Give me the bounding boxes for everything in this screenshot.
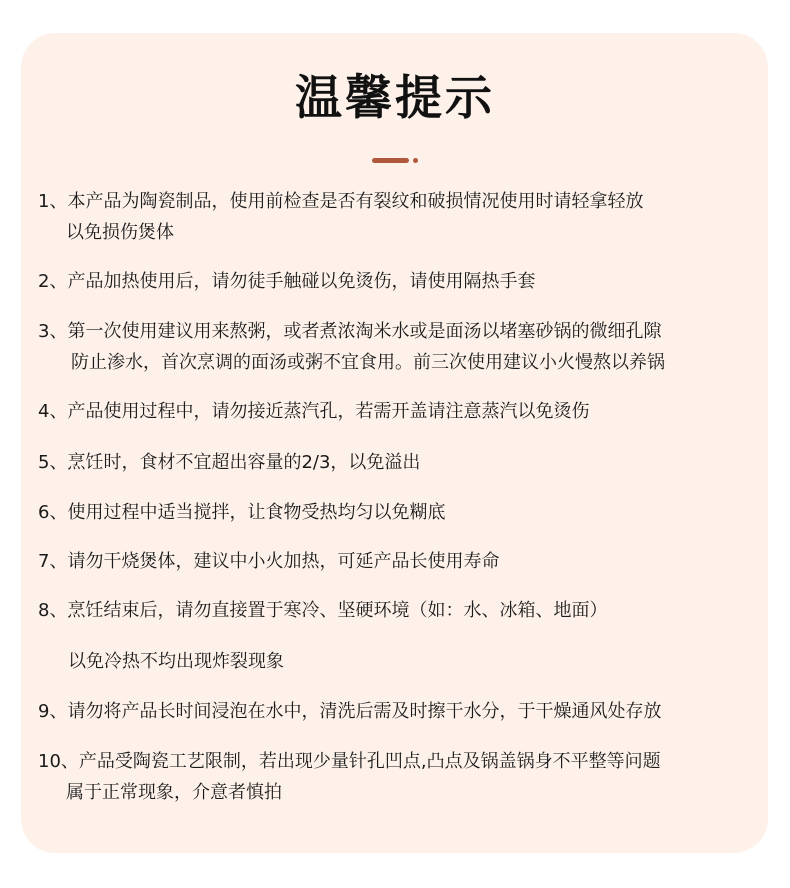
tip-8-line-2: 以免冷热不均出现炸裂现象 — [68, 651, 284, 672]
tip-3-line-1: 3、第一次使用建议用来熬粥，或者煮浓淘米水或是面汤以堵塞砂锅的微细孔隙 — [38, 321, 662, 342]
tip-item-10 — [38, 746, 748, 808]
tip-10-line-1: 10、产品受陶瓷工艺限制，若出现少量针孔凹点,凸点及锅盖锅身不平整等问题 — [38, 751, 661, 772]
tip-item-9 — [38, 696, 748, 727]
tip-item-8 — [38, 595, 748, 677]
tip-item-3 — [38, 316, 748, 378]
tip-3-line-2: 防止渗水，首次烹调的面汤或粥不宜食用。前三次使用建议小火慢熬以养锅 — [71, 352, 665, 373]
tip-9-line-1: 9、请勿将产品长时间浸泡在水中，清洗后需及时擦干水分，于干燥通风处存放 — [38, 701, 662, 722]
tip-item-2 — [38, 266, 748, 297]
tip-8-line-1: 8、烹饪结束后，请勿直接置于寒冷、坚硬环境（如：水、冰箱、地面） — [38, 600, 608, 621]
divider-bar — [372, 158, 409, 163]
page-title: 温馨提示 — [295, 71, 495, 126]
tips-card — [21, 33, 768, 853]
tip-item-4 — [38, 396, 748, 427]
tip-item-5 — [38, 447, 748, 478]
tip-item-6 — [38, 497, 748, 528]
tip-2-line-1: 2、产品加热使用后，请勿徒手触碰以免烫伤，请使用隔热手套 — [38, 271, 536, 292]
divider-dot — [413, 158, 418, 163]
tip-4-line-1: 4、产品使用过程中，请勿接近蒸汽孔，若需开盖请注意蒸汽以免烫伤 — [38, 401, 590, 422]
tip-10-line-2: 属于正常现象，介意者慎拍 — [66, 782, 282, 803]
tip-7-line-1: 7、请勿干烧煲体，建议中小火加热，可延产品长使用寿命 — [38, 551, 500, 572]
title-divider — [372, 158, 422, 164]
tip-item-7 — [38, 546, 748, 577]
tip-5-line-1: 5、烹饪时，食材不宜超出容量的2/3，以免溢出 — [38, 452, 421, 473]
tip-1-line-1: 1、本产品为陶瓷制品，使用前检查是否有裂纹和破损情况使用时请轻拿轻放 — [38, 191, 644, 212]
tip-6-line-1: 6、使用过程中适当搅拌，让食物受热均匀以免糊底 — [38, 502, 446, 523]
tip-item-1 — [38, 186, 748, 248]
tip-1-line-2: 以免损伤煲体 — [66, 222, 174, 243]
